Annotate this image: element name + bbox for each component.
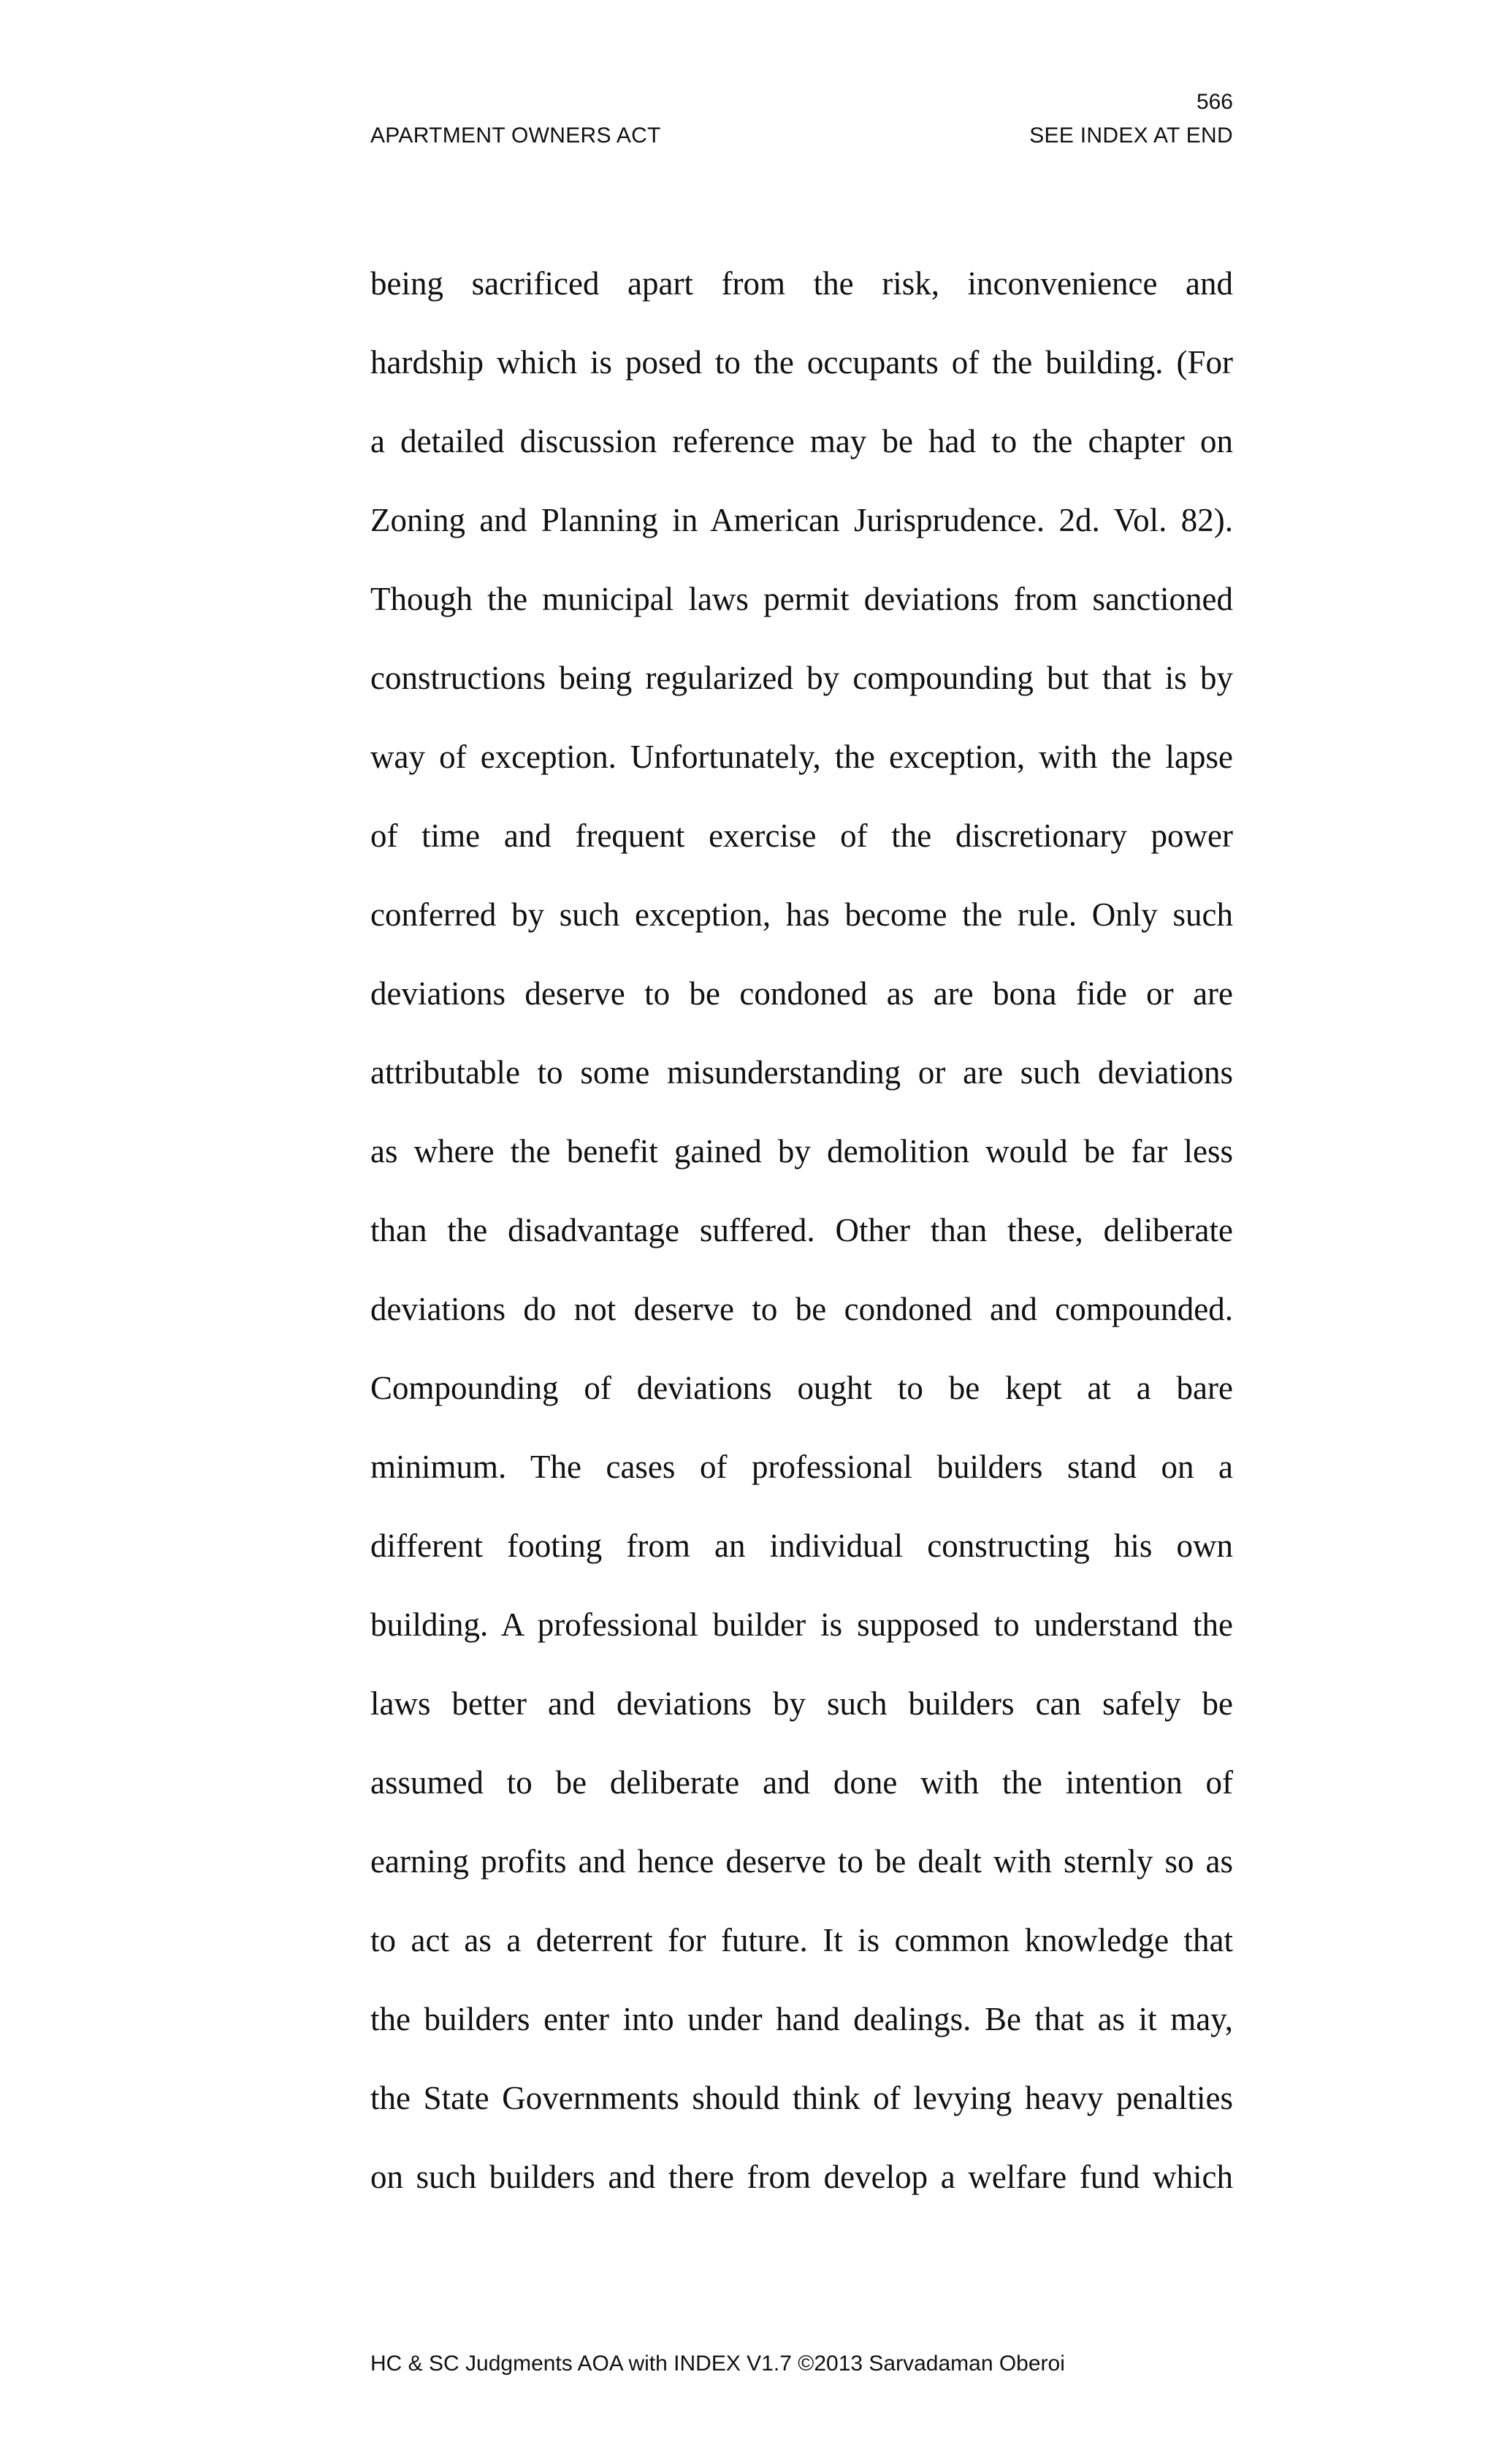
- body-line: as where the benefit gained by demolition would be far less: [370, 1133, 1233, 1170]
- body-line: to act as a deterrent for future. It is common knowledge that: [370, 1922, 1233, 1958]
- body-line: Zoning and Planning in American Jurisprudence. 2d. Vol. 82).: [370, 502, 1233, 538]
- body-line: deviations deserve to be condoned as are bona fide or are: [370, 975, 1233, 1012]
- body-line: than the disadvantage suffered. Other than these, deliberate: [370, 1212, 1233, 1248]
- body-line: minimum. The cases of professional builders stand on a: [370, 1449, 1233, 1485]
- body-line: of time and frequent exercise of the discretionary power: [370, 817, 1233, 854]
- body-line: Compounding of deviations ought to be kept at a bare: [370, 1370, 1233, 1406]
- header-index-note: SEE INDEX AT END: [1029, 123, 1233, 148]
- running-header: [370, 123, 1233, 149]
- body-line: assumed to be deliberate and done with the intention of: [370, 1764, 1233, 1801]
- body-text: [370, 262, 1233, 2234]
- body-line: different footing from an individual constructing his own: [370, 1527, 1233, 1564]
- body-line: deviations do not deserve to be condoned and compounded.: [370, 1291, 1233, 1327]
- footer-copyright: HC & SC Judgments AOA with INDEX V1.7 ©2013 Sarvadaman Oberoi: [370, 2352, 1065, 2376]
- body-line: Though the municipal laws permit deviations from sanctioned: [370, 581, 1233, 617]
- body-line: the builders enter into under hand dealings. Be that as it may,: [370, 2001, 1233, 2037]
- body-line: hardship which is posed to the occupants of the building. (For: [370, 344, 1233, 381]
- page-number: 566: [1196, 90, 1233, 114]
- body-line: conferred by such exception, has become the rule. Only such: [370, 896, 1233, 933]
- body-line: a detailed discussion reference may be had to the chapter on: [370, 423, 1233, 459]
- body-line: the State Governments should think of levying heavy penalties: [370, 2080, 1233, 2116]
- body-line: laws better and deviations by such builders can safely be: [370, 1685, 1233, 1722]
- body-line: on such builders and there from develop a welfare fund which: [370, 2159, 1233, 2195]
- body-line: being sacrificed apart from the risk, inconvenience and: [370, 265, 1233, 302]
- header-title: APARTMENT OWNERS ACT: [370, 123, 661, 148]
- body-line: way of exception. Unfortunately, the exception, with the lapse: [370, 739, 1233, 775]
- body-line: earning profits and hence deserve to be dealt with sternly so as: [370, 1843, 1233, 1880]
- body-line: attributable to some misunderstanding or are such deviations: [370, 1054, 1233, 1091]
- body-line: constructions being regularized by compounding but that is by: [370, 660, 1233, 696]
- body-line: building. A professional builder is supposed to understand the: [370, 1606, 1233, 1643]
